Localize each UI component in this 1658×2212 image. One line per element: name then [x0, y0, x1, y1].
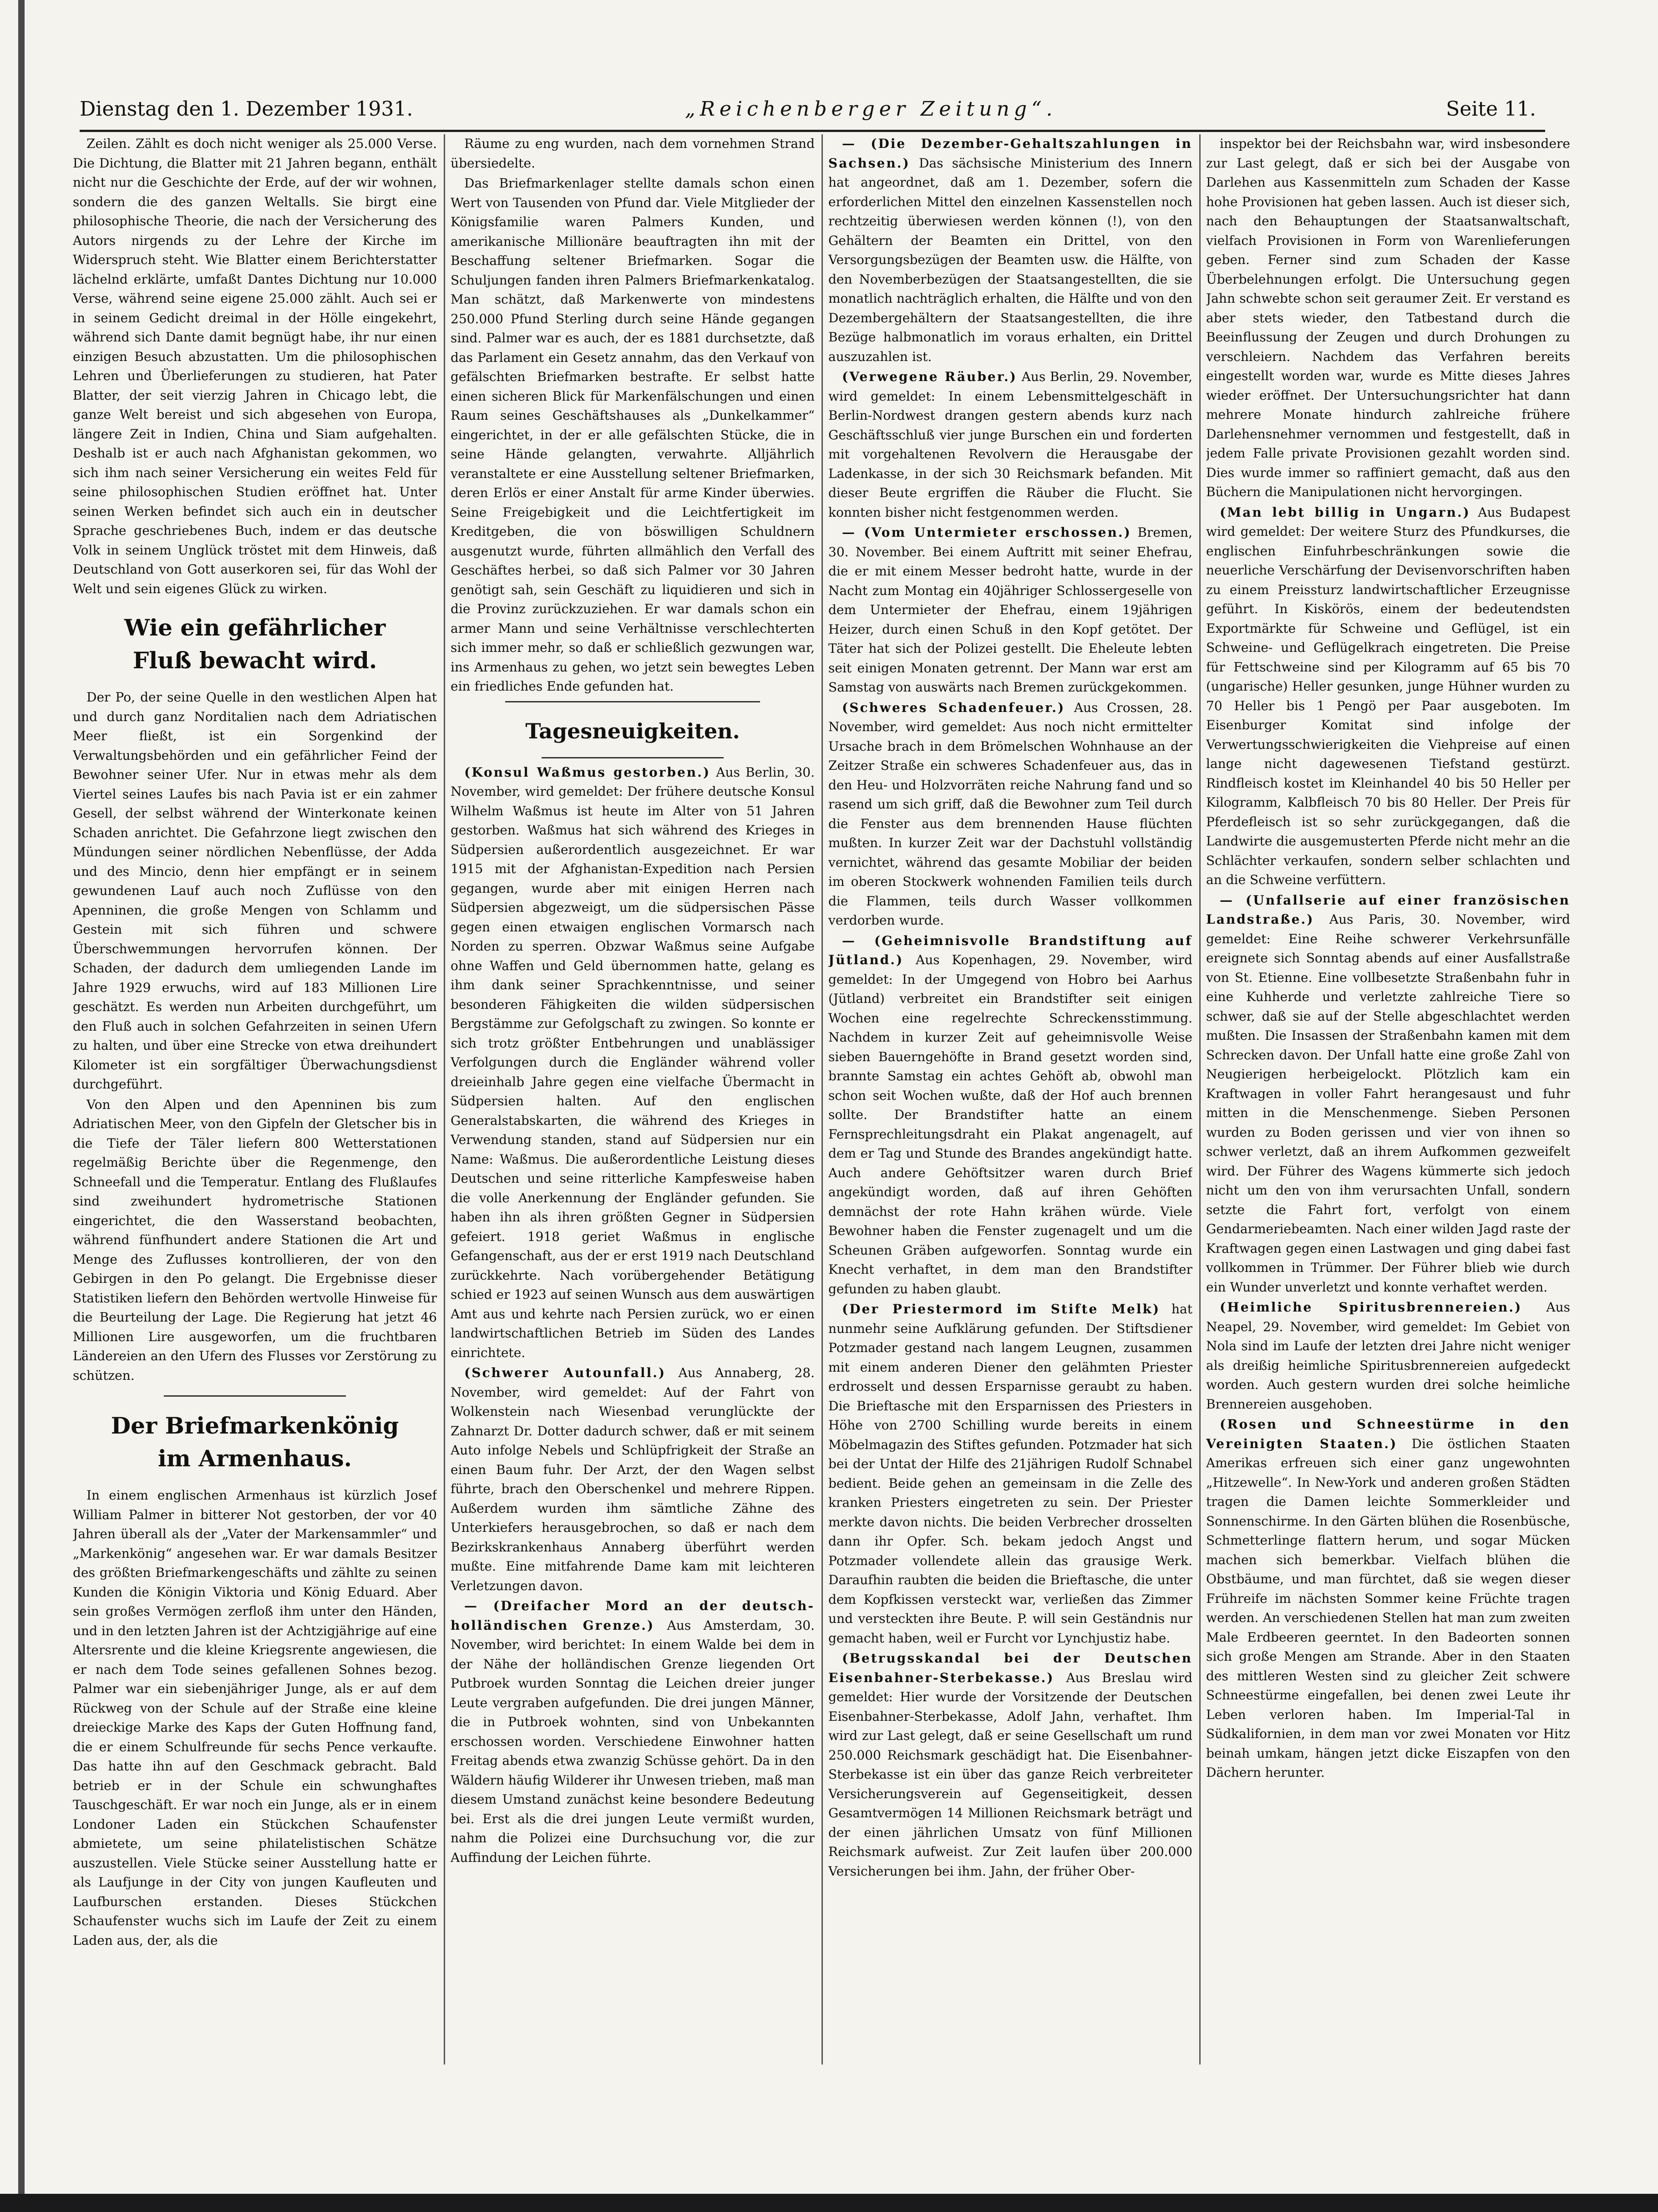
headline-line: im Armenhaus.: [157, 1445, 352, 1472]
news-item: [828, 698, 1192, 931]
header-rule: [80, 130, 1545, 132]
news-item: [1206, 1415, 1570, 1783]
news-text: Aus Neapel, 29. November, wird gemeldet: Im Gebiet von Nola sind im Laufe der letzten drei Jahre nicht weniger als dreißig heimliche Spiritusbrennereien aufgedeckt worden. Auch gestern wurden drei solche heimliche Brennereien ausgehoben.: [1206, 1300, 1570, 1412]
news-kicker: — (Dreifacher Mord an der deutsch-holländischen Grenze.): [451, 1598, 815, 1633]
news-item: [1206, 1298, 1570, 1414]
column-4: [1206, 134, 1570, 2065]
article-continuation: Zeilen. Zählt es doch nicht weniger als 25.000 Verse. Die Dichtung, die Blatter mit 21 Jahren begann, enthält nicht nur die Geschichte der Erde, auf der wir wohnen, sondern die des ganzen Weltalls. Sie birgt eine philosophische Theorie, die nach der Versicherung des Autors nirgends zu der Lehre der Kirche im Widerspruch steht. Wie Blatter einem Berichterstatter lächelnd erklärte, umfaßt Dantes Dichtung nur 10.000 Verse, während seine eigene 25.000 zählt. Auch sei er in seinem Gedicht dreimal in der Hölle eingekehrt, während sich Dante damit begnügt habe, ihr nur einen einzigen Besuch abzustatten. Um die philosophischen Lehren und Überlieferungen zu studieren, hat Pater Blatter, der seit vierzig Jahren in Chicago lebt, die ganze Welt bereist und sich abgesehen von Europa, längere Zeit in Indien, China und Siam aufgehalten. Deshalb ist er auch nach Afghanistan gekommen, wo sich ihm nach seiner Versicherung ein weites Feld für seine philosophischen Studien eröffnet hat. Unter seinen Werken befindet sich auch ein in deutscher Sprache geschriebenes Buch, indem er das deutsche Volk in seinem Unglück tröstet mit dem Hinweis, daß Deutschland von Gott auserkoren sei, für das Wohl der Welt und sein eigenes Glück zu wirken.: [73, 136, 437, 596]
news-item: [828, 523, 1192, 697]
section-underline: [542, 757, 724, 758]
column-1: [73, 134, 437, 2065]
headline-line: Wie ein gefährlicher: [124, 614, 386, 641]
newspaper-title: „Reichenberger Zeitung“.: [685, 97, 1057, 121]
news-kicker: (Der Priestermord im Stifte Melk): [842, 1302, 1161, 1317]
news-kicker: (Schwerer Autounfall.): [464, 1365, 666, 1380]
headline-po-river: [73, 611, 437, 677]
news-kicker: — (Die Dezember-Gehaltszahlungen in Sachsen.): [828, 136, 1192, 171]
news-item: [451, 1597, 815, 1867]
news-text: Aus Breslau wird gemeldet: Hier wurde der Vorsitzende der Deutschen Eisenbahner-Sterbekasse, Adolf Jahn, verhaftet. Ihm wird zur Last gelegt, daß er seine Gesellschaft um rund 250.000 Reichsmark geschädigt hat. Die Eisenbahner-Sterbekasse ist ein über das ganze Reich verbreiteter Versicherungsverein auf Gegenseitigkeit, dessen Gesamtvermögen 14 Millionen Reichsmark beträgt und der einen jährlichen Umsatz von fünf Millionen Reichsmark aufweist. Zur Zeit laufen über 200.000 Versicherungen bei ihm. Jahn, der früher Ober-: [828, 1670, 1192, 1879]
news-kicker: (Betrugsskandal bei der Deutschen Eisenbahner-Sterbekasse.): [828, 1651, 1192, 1685]
news-text: Aus Amsterdam, 30. November, wird berichtet: In einem Walde bei dem in der Nähe der holländischen Grenze liegenden Ort Putbroek wurden Sonntag die Leichen dreier junger Leute vergraben aufgefunden. Die drei jungen Männer, die in Putbroek wohnten, sind von Unbekannten erschossen worden. Verschiedene Einwohner hatten Freitag abends etwa zwanzig Schüsse gehört. Da in den Wäldern häufig Wilderer ihr Unwesen trieben, maß man diesem Umstand zunächst keine besondere Bedeutung bei. Erst als die drei jungen Leute vermißt wurden, nahm die Polizei eine Durchsuchung vor, die zur Auffindung der Leichen führte.: [451, 1617, 815, 1865]
article-continuation: inspektor bei der Reichsbahn war, wird insbesondere zur Last gelegt, daß er sich bei der Ausgabe von Darlehen aus Kassenmitteln zum Schaden der Kasse hohe Provisionen hat geben lassen. Auch ist dieser sich, nach den Behauptungen der Staatsanwaltschaft, vielfach Provisionen in Form von Warenlieferungen geben. Ferner sind zum Schaden der Kasse Überbelehnungen erfolgt. Die Untersuchung gegen Jahn schwebte schon seit geraumer Zeit. Er verstand es aber stets wieder, den Tatbestand durch die Beeinflussung der Zeugen und durch Drohungen zu verschleiern. Nachdem das Verfahren bereits eingestellt worden war, wurde es Mitte dieses Jahres wieder eröffnet. Der Untersuchungsrichter hat dann mehrere Monate hindurch zahlreiche frühere Darlehensnehmer vernommen und festgestellt, daß in jedem Falle private Provisionen gezahlt worden sind. Dies wurde immer so raffiniert gemacht, daß aus den Büchern die Manipulationen nicht hervorgingen.: [1206, 136, 1570, 499]
section-rule: [505, 701, 760, 702]
news-text: Aus Annaberg, 28. November, wird gemeldet: Auf der Fahrt von Wolkenstein nach Wiesenbad verunglückte der Zahnarzt Dr. Dotter dadurch schwer, daß er mit seinem Auto infolge Nebels und Schlüpfrigkeit der Straße an einen Baum fuhr. Der Arzt, der den Wagen selbst führte, brach den Oberschenkel und mehrere Rippen. Außerdem wurden ihm sämtliche Zähne des Unterkiefers herausgebrochen, so daß er nach dem Bezirkskrankenhaus Annaberg überführt werden mußte. Eine mitfahrende Dame kam mit leichteren Verletzungen davon.: [451, 1365, 815, 1593]
article-paragraph: Der Po, der seine Quelle in den westlichen Alpen hat und durch ganz Norditalien nach dem Adriatischen Meer fließt, ist ein Sorgenkind der Verwaltungsbehörden und ein gefährlicher Feind der Bewohner seiner Ufer. Nur in etwas mehr als dem Viertel seines Laufes bis nach Pavia ist er ein zahmer Gesell, der selbst während der Winterkonate keinen Schaden anrichtet. Die Gefahrzone liegt zwischen den Mündungen seiner nördlichen Nebenflüsse, der Adda und des Mincio, denn hier empfängt er in seinem gewundenen Lauf auch noch Zuflüsse von den Apenninen, die große Mengen von Schlamm und Gestein mit sich führen und schwere Überschwemmungen hervorrufen können. Der Schaden, der dadurch dem umliegenden Lande im Jahre 1929 erwuchs, wird auf 183 Millionen Lire geschätzt. Es werden nun Arbeiten durchgeführt, um den Fluß auch in solchen Gefahrzeiten in seinen Ufern zu halten, und über eine Strecke von etwa dreihundert Kilometer ist ein sorgfältiger Überwachungsdienst durchgeführt.: [73, 690, 437, 1092]
column-rule: [1199, 134, 1201, 2065]
article-separator: [164, 1395, 346, 1397]
news-kicker: — (Vom Untermieter erschossen.): [842, 525, 1131, 540]
article-paragraph: In einem englischen Armenhaus ist kürzlich Josef William Palmer in bitterer Not gestorben, der vor 40 Jahren überall als der „Vater der Markensammler“ und „Markenkönig“ angesehen war. Er war damals Besitzer des größten Briefmarkengeschäfts und zählte zu seinen Kunden die Königin Viktoria und König Eduard. Aber sein großes Vermögen zerfloß ihm unter den Händen, und in den letzten Jahren ist der Achtzigjährige auf eine Altersrente und die kleine Kriegsrente angewiesen, die er nach dem Tode seines gefallenen Sohnes bezog. Palmer war ein siebenjähriger Junge, als er auf dem Rückweg von der Schule auf der Straße eine kleine dreieckige Marke des Kaps der Guten Hoffnung fand, die er einem Schulfreunde für sechs Pence verkaufte. Das hatte ihn auf den Geschmack gebracht. Bald betrieb er in der Schule ein schwunghaftes Tauschgeschäft. Er war noch ein Junge, als er in einem Londoner Laden ein Stückchen Schaufenster abmietete, um seine philatelistischen Schätze auszustellen. Viele Stücke seiner Ausstellung hatte er als Laufjunge in der City von jungen Kaufleuten und Laufburschen erstanden. Dieses Stückchen Schaufenster wuchs sich im Laufe der Zeit zu einem Laden aus, der, als die: [73, 1488, 437, 1948]
column-rule: [444, 134, 445, 2065]
issue-date: Dienstag den 1. Dezember 1931.: [80, 97, 413, 121]
news-item: [451, 1363, 815, 1596]
article-paragraph: Das Briefmarkenlager stellte damals schon einen Wert von Tausenden von Pfund dar. Viele Mitglieder der Königsfamilie waren Palmers Kunden, und amerikanische Millionäre beauftragten ihn mit der Beschaffung seltener Briefmarken. Sogar die Schuljungen fanden ihren Palmers Briefmarkenkatalog. Man schätzt, daß Markenwerte von mindestens 250.000 Pfund Sterling durch seine Hände gegangen sind. Palmer war es auch, der es 1881 durchsetzte, daß das Parlament ein Gesetz annahm, das den Verkauf von gefälschten Briefmarken bestrafte. Er selbst hatte einen sicheren Blick für Markenfälschungen und einen Raum seines Geschäftshauses als „Dunkelkammer“ eingerichtet, in der er alle gefälschten Stücke, die in seine Hände gelangten, verwahrte. Alljährlich veranstaltete er eine Ausstellung seltener Briefmarken, deren Erlös er einer Anstalt für arme Kinder überwies. Seine Freigebigkeit und die Leichtfertigkeit im Kreditgeben, die von böswilligen Schuldnern ausgenutzt wurde, führten allmählich den Verfall des Geschäftes herbei, so daß sich Palmer vor 30 Jahren genötigt sah, sein Geschäft zu liquidieren und sich in die Provinz zurückzuziehen. Er war damals schon ein armer Mann und seine Verhältnisse verschlechterten sich immer mehr, so daß er schließlich gezwungen war, ins Armenhaus zu gehen, wo jetzt sein bewegtes Leben ein friedliches Ende gefunden hat.: [451, 176, 815, 694]
news-item: [451, 763, 815, 1363]
news-item: [1206, 503, 1570, 890]
news-item: [828, 1649, 1192, 1881]
news-item: [828, 931, 1192, 1299]
news-text: Aus Crossen, 28. November, wird gemeldet: Aus noch nicht ermittelter Ursache brach in dem Brömelschen Wohnhause an der Zeitzer Straße ein schweres Schadenfeuer aus, das in den Heu- und Holzvorräten reiche Nahrung fand und so rasend um sich griff, daß die Bewohner zum Teil durch die Fenster aus dem brennenden Hause flüchten mußten. In kurzer Zeit war der Dachstuhl vollständig vernichtet, während das gesamte Mobiliar der beiden im oberen Stockwerk wohnenden Familien teils durch die Flammen, teils durch Wasser vollkommen verdorben wurde.: [828, 700, 1192, 928]
headline-stamp-king: [73, 1409, 437, 1475]
news-text: hat nunmehr seine Aufklärung gefunden. Der Stiftsdiener Potzmader gestand nach langem Leugnen, zusammen mit einem anderen Diener den gelähmten Priester erdrosselt und dessen Ersparnisse geraubt zu haben. Die Brieftasche mit den Ersparnissen des Priesters in Höhe von 2700 Schilling wurde bereits in einem Möbelmagazin des Stiftes gefunden. Potzmader hat sich bei der Untat der Hilfe des 21jährigen Rudolf Schnabel bedient. Beide gehen an gemeinsam in die Zelle des kranken Priesters eingetreten zu sein. Der Priester merkte davon nichts. Die beiden Verbrecher drosselten dann ihr Opfer. Sch. bekam jedoch Angst und Potzmader vollendete allein das grausige Werk. Daraufhin raubten die beiden die Brieftasche, die unter dem Kopfkissen versteckt war, verließen das Zimmer und versteckten ihre Beute. P. will sein Geständnis nur gemacht haben, weil er Furcht vor Lynchjustiz habe.: [828, 1302, 1192, 1646]
news-text: Bremen, 30. November. Bei einem Auftritt mit seiner Ehefrau, die er mit einem Messer bedroht hatte, wurde in der Nacht zum Montag ein 40jähriger Schlossergeselle von dem Untermieter der Ehefrau, einem 19jährigen Heizer, durch einen Schuß in den Kopf getötet. Der Täter hat sich der Polizei gestellt. Die Eheleute lebten seit einigen Monaten getrennt. Der Mann war erst am Samstag von auswärts nach Bremen zurückgekommen.: [828, 525, 1192, 695]
news-text: Die östlichen Staaten Amerikas erfreuen sich einer ganz ungewohnten „Hitzewelle“. In New-York und anderen großen Städten tragen die Damen leichte Sommerkleider und Sonnenschirme. In den Gärten blühen die Rosenbüsche, Schmetterlinge flattern herum, und sogar Mücken machen sich bemerkbar. Vielfach blühen die Obstbäume, und man fürchtet, daß sie wegen dieser Frühreife im nächsten Sommer keine Früchte tragen werden. An verschiedenen Stellen hat man zum zweiten Male Erdbeeren geerntet. In den Badeorten sonnen sich große Mengen am Strande. Aber in den Staaten des mittleren Westen sind zu gleicher Zeit schwere Schneestürme eingefallen, bei denen zwei Leute ihr Leben verloren haben. Im Imperial-Tal in Südkalifornien, in dem man vor zwei Monaten vor Hitz beinah umkam, hängen jetzt dicke Eiszapfen von den Dächern herunter.: [1206, 1436, 1570, 1780]
news-kicker: (Heimliche Spiritusbrennereien.): [1220, 1300, 1522, 1315]
page-header: [80, 93, 1536, 125]
news-kicker: — (Unfallserie auf einer französischen Landstraße.): [1206, 892, 1570, 927]
binding-edge: [18, 0, 25, 2212]
news-text: Aus Paris, 30. November, wird gemeldet: Eine Reihe schwerer Verkehrsunfälle ereignete sich Sonntag abends auf einer Ausfallstraße von St. Etienne. Eine vollbesetzte Straßenbahn fuhr in eine Kuhherde und verletzte zahlreiche Tiere so schwer, daß sie auf der Stelle abgeschlachtet werden mußten. Die Insassen der Straßenbahn kamen mit dem Schrecken davon. Der Unfall hatte eine große Zahl von Neugierigen herbeigelockt. Plötzlich kam ein Kraftwagen in voller Fahrt herangesaust und fuhr mitten in die Menschenmenge. Sieben Personen wurden zu Boden gerissen und vier von ihnen so schwer verletzt, daß an ihrem Aufkommen gezweifelt wird. Der Führer des Wagens kümmerte sich jedoch nicht um den von ihm verursachten Unfall, sondern setzte die Fahrt fort, verfolgt von einem Gendarmeriebeamten. Nach einer wilden Jagd raste der Kraftwagen gegen einen Lastwagen und ging dabei fast vollkommen in Trümmer. Der Führer blieb wie durch ein Wunder unverletzt und konnte verhaftet werden.: [1206, 912, 1570, 1295]
news-item: [828, 367, 1192, 522]
section-title: Tagesneuigkeiten.: [525, 718, 740, 743]
news-kicker: (Schweres Schadenfeuer.): [842, 700, 1065, 715]
news-kicker: (Man lebt billig in Ungarn.): [1220, 504, 1470, 520]
page-number: Seite 11.: [1446, 97, 1536, 121]
news-kicker: — (Geheimnisvolle Brandstiftung auf Jütland.): [828, 933, 1192, 967]
news-item: [828, 1300, 1192, 1648]
column-3: [828, 134, 1192, 2065]
headline-line: Fluß bewacht wird.: [132, 647, 377, 674]
news-kicker: (Verwegene Räuber.): [842, 369, 1017, 384]
news-text: Das sächsische Ministerium des Innern hat angeordnet, daß am 1. Dezember, sofern die erforderlichen Mittel den einzelnen Kassenstellen noch rechtzeitig überwiesen werden können (!), von den Gehältern der Beamten ein Drittel, von den Versorgungsbezügen der Beamten usw. die Hälfte, von den Novemberbezügen der Staatsangestellten, die sie monatlich nachträglich erhalten, die Hälfte und von den Dezembergehältern der Staatsangestellten, die ihre Bezüge halbmonatlich im voraus erhalten, ein Drittel auszuzahlen ist.: [828, 155, 1192, 364]
headline-line: Der Briefmarkenkönig: [111, 1412, 399, 1439]
news-item: [828, 134, 1192, 366]
news-item: [1206, 891, 1570, 1297]
news-kicker: (Konsul Waßmus gestorben.): [464, 764, 711, 780]
news-text: Aus Berlin, 30. November, wird gemeldet: Der frühere deutsche Konsul Wilhelm Waßmus ist heute im Alter von 51 Jahren gestorben. Waßmus hat sich während des Krieges in Südpersien außerordentlich ausgezeichnet. Er war 1915 mit der Afghanistan-Expedition nach Persien gegangen, wurde aber mit einigen Herren nach Südpersien abgezweigt, um die südpersischen Pässe gegen einen etwaigen englischen Vormarsch nach Norden zu sperren. Obzwar Waßmus seine Aufgabe ohne Waffen und Geld übernommen hatte, gelang es ihm dank seiner Sprachkenntnisse, und seiner besonderen Fähigkeiten die wilden südpersischen Bergstämme zur Gefolgschaft zu zwingen. So konnte er sich trotz größter Entbehrungen und unablässiger Verfolgungen durch die Engländer während voller dreieinhalb Jahre gegen eine vielfache Übermacht in Südpersien halten. Auf den englischen Generalstabskarten, die während des Krieges in Verwendung standen, stand auf Südpersien nur ein Name: Waßmus. Die außerordentliche Leistung dieses Deutschen und seine ritterliche Kampfesweise haben die volle Anerkennung der Engländer gefunden. Sie haben ihn als ihren größten Gegner in Südpersien gefeiert. 1918 geriet Waßmus in englische Gefangenschaft, aus der er erst 1919 nach Deutschland zurückkehrte. Nach vorübergehender Betätigung schied er 1923 auf seinen Wunsch aus dem auswärtigen Amt aus und kehrte nach Persien zurück, wo er einen landwirtschaftlichen Betrieb im Süden des Landes einrichtete.: [451, 764, 815, 1360]
scan-bottom-edge: [0, 2194, 1658, 2212]
news-text: Aus Berlin, 29. November, wird gemeldet: In einem Lebensmittelgeschäft in Berlin-Nordwest drangen gestern abends kurz nach Geschäftsschluß vier junge Burschen ein und forderten mit vorgehaltenen Revolvern die Herausgabe der Ladenkasse, in der sich 30 Reichsmark befanden. Mit dieser Beute ergriffen die Räuber die Flucht. Sie konnten bisher nicht festgenommen werden.: [828, 369, 1192, 520]
column-2: [451, 134, 815, 2065]
article-paragraph: Räume zu eng wurden, nach dem vornehmen Strand übersiedelte.: [451, 136, 815, 171]
news-kicker: (Rosen und Schneestürme in den Vereinigten Staaten.): [1206, 1417, 1570, 1451]
column-rule: [821, 134, 823, 2065]
news-text: Aus Budapest wird gemeldet: Der weitere Sturz des Pfundkurses, die englischen Einfuhrbeschränkungen sowie die neuerliche Verschärfung der Devisenvorschriften haben zu einem Preissturz landwirtschaftlicher Erzeugnisse geführt. In Kiskörös, einem der bedeutendsten Exportmärkte für Schweine und Geflügel, ist ein Schweine- und Geflügelkrach eingetreten. Die Preise für Fettschweine sind per Kilogramm auf 65 bis 70 (ungarische) Heller gesunken, junge Hühner wurden zu 70 Heller bis 1 Pengö per Paar ausgeboten. Im Eisenburger Komitat sind infolge der Verwertungsschwierigkeiten die Viehpreise auf einen lange nicht dagewesenen Tiefstand gestürzt. Rindfleisch kostet im Kleinhandel 40 bis 50 Heller per Kilogramm, Kalbfleisch 70 bis 80 Heller. Der Preis für Pferdefleisch ist so sehr zurückgegangen, daß die Landwirte die ausgemusterten Pferde nicht mehr an die Schlächter verkaufen, sondern selber schlachten und an die Schweine verfüttern.: [1206, 504, 1570, 887]
article-paragraph: Von den Alpen und den Apenninen bis zum Adriatischen Meer, von den Gipfeln der Gletscher bis in die Tiefe der Täler liefern 800 Wetterstationen regelmäßig Berichte über die Regenmenge, den Schneefall und die Temperatur. Entlang des Flußlaufes sind zweihundert hydrometrische Stationen eingerichtet, die den Wasserstand beobachten, während fünfhundert andere Stationen die Art und Menge des Zuflusses kontrollieren, der von den Gebirgen in den Po gelangt. Die Ergebnisse dieser Statistiken liefern den Behörden wertvolle Hinweise für die Beurteilung der Lage. Die Regierung hat jetzt 46 Millionen Lire ausgeworfen, um die fruchtbaren Ländereien an den Ufern des Flusses vor Zerstörung zu schützen.: [73, 1097, 437, 1383]
news-text: Aus Kopenhagen, 29. November, wird gemeldet: In der Umgegend von Hobro bei Aarhus (Jütland) verbreitet ein Brandstifter seit einigen Wochen eine regelrechte Schreckensstimmung. Nachdem in kurzer Zeit auf geheimnisvolle Weise sieben Bauerngehöfte in Brand gesetzt worden sind, brannte Samstag ein achtes Gehöft ab, obwohl man schon seit Wochen wußte, daß der Hof auch brennen sollte. Der Brandstifter hatte an einem Fernsprechleitungsdraht ein Plakat angenagelt, auf dem er Tag und Stunde des Brandes angekündigt hatte. Auch andere Gehöftsitzer waren durch Brief angekündigt worden, daß auf ihren Gehöften demnächst der rote Hahn krähen würde. Viele Bewohner haben die Fenster zugenagelt und um die Scheunen Gräben aufgeworfen. Sonntag wurde ein Knecht verhaftet, in dem man den Brandstifter gefunden zu haben glaubt.: [828, 952, 1192, 1297]
